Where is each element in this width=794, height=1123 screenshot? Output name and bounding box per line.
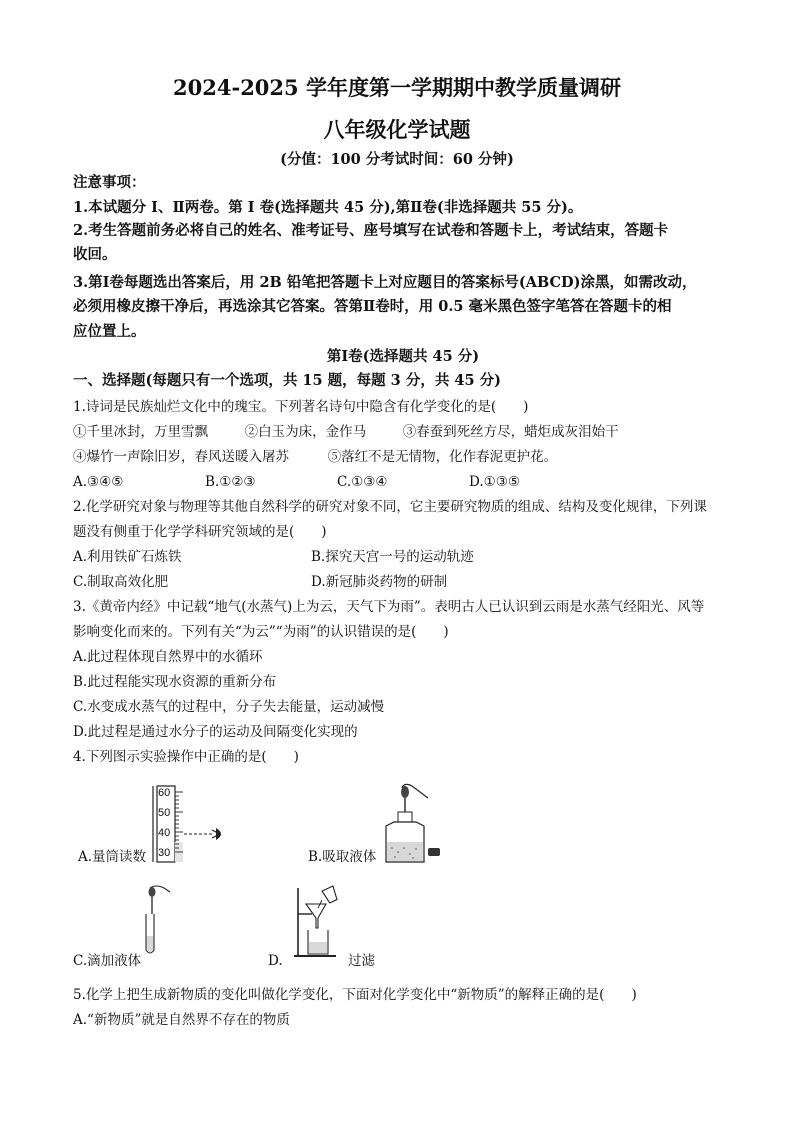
q4-stem: 4.下列图示实验操作中正确的是( ) — [73, 749, 299, 765]
test-tube-figure — [138, 884, 178, 956]
q3-option-a[interactable]: A.此过程体现自然界中的水循环 — [73, 649, 263, 665]
q5-stem: 5.化学上把生成新物质的变化叫做化学变化，下面对化学变化中“新物质”的解释正确的是( ) — [73, 987, 637, 1003]
q4-option-c-label[interactable]: C.滴加液体 — [73, 953, 142, 969]
note-2-line-1: 2.考生答题前务必将自己的姓名、准考证号、座号填写在试卷和答题卡上，考试结束，答题卡 — [73, 222, 669, 239]
q4-option-d-label[interactable]: D. — [268, 953, 283, 969]
q2-option-a[interactable]: A.利用铁矿石炼铁 — [73, 549, 182, 565]
q2-stem-line-1: 2.化学研究对象与物理等其他自然科学的研究对象不同，它主要研究物质的组成、结构及变化规律，下列课 — [73, 499, 707, 515]
note-3-line-1: 3.第Ⅰ卷每题选出答案后，用 2B 铅笔把答题卡上对应题目的答案标号(ABCD)涂黑，如需改动， — [73, 274, 697, 291]
q2-option-d[interactable]: D.新冠肺炎药物的研制 — [311, 574, 448, 590]
q3-option-b[interactable]: B.此过程能实现水资源的重新分布 — [73, 674, 277, 690]
q1-item-5: ⑤落红不是无情物，化作春泥更护花。 — [327, 449, 558, 465]
q2-options-row-1 — [73, 546, 733, 568]
q3-stem-line-2: 影响变化而来的。下列有关“为云”“为雨”的认识错误的是( ) — [73, 624, 449, 640]
q2-options-row-2 — [73, 571, 733, 593]
q1-option-d[interactable]: D.①③⑤ — [469, 474, 520, 490]
q4-option-a-label[interactable]: A.量筒读数 — [78, 849, 147, 865]
q1-items-row-1 — [73, 421, 733, 443]
q1-items-row-2 — [73, 446, 733, 468]
q1-stem: 1.诗词是民族灿烂文化中的瑰宝。下列著名诗句中隐含有化学变化的是( ) — [73, 399, 529, 415]
q2-stem-line-2: 题没有侧重于化学学科研究领域的是( ) — [73, 524, 327, 540]
cylinder-tick-60: 60 — [158, 787, 171, 799]
q4-option-d-text: 过滤 — [348, 953, 375, 969]
q3-stem-line-1: 3.《黄帝内经》中记载“地气(水蒸气)上为云，天气下为雨”。表明古人已认识到云雨是水蒸气经阳光、风等 — [73, 599, 705, 615]
q2-option-b[interactable]: B.探究天宫一号的运动轨迹 — [311, 549, 474, 565]
note-3-line-3: 应位置上。 — [73, 323, 146, 340]
cylinder-tick-40: 40 — [158, 827, 171, 839]
cylinder-tick-30: 30 — [158, 847, 171, 859]
cylinder-tick-50: 50 — [158, 807, 171, 819]
q2-option-c[interactable]: C.制取高效化肥 — [73, 574, 169, 590]
note-3-line-2: 必须用橡皮擦干净后，再选涂其它答案。答第Ⅱ卷时，用 0.5 毫米黑色签字笔答在答题卡的相 — [73, 298, 672, 315]
q5-option-a[interactable]: A.“新物质”就是自然界不存在的物质 — [73, 1012, 290, 1028]
q4-option-b-label[interactable]: B.吸取液体 — [308, 849, 377, 865]
q1-option-c[interactable]: C.①③④ — [337, 474, 388, 490]
q1-item-2: ②白玉为床，金作马 — [244, 424, 367, 440]
q1-item-4: ④爆竹一声除旧岁，春风送暖入屠苏 — [73, 449, 289, 465]
exam-title: 2024-2025 学年度第一学期期中教学质量调研 — [173, 75, 621, 100]
note-1: 1.本试题分 I、Ⅱ两卷。第 I 卷(选择题共 45 分),第Ⅱ卷(非选择题共 55 分)。 — [73, 199, 583, 216]
q1-item-1: ①千里冰封，万里雪飘 — [73, 424, 208, 440]
note-2-line-2: 收回。 — [73, 246, 117, 263]
q3-option-c[interactable]: C.水变成水蒸气的过程中，分子失去能量，运动减慢 — [73, 699, 385, 715]
section-heading: 一、选择题(每题只有一个选项，共 15 题，每题 3 分，共 45 分) — [73, 372, 501, 389]
q1-option-a[interactable]: A.③④⑤ — [73, 474, 124, 490]
exam-meta: (分值：100 分考试时间：60 分钟) — [280, 151, 514, 168]
q1-item-3: ③春蚕到死丝方尽，蜡炬成灰泪始干 — [402, 424, 619, 440]
q1-option-b[interactable]: B.①②③ — [205, 474, 256, 490]
section-title: 第Ⅰ卷(选择题共 45 分) — [326, 348, 480, 365]
q3-option-d[interactable]: D.此过程是通过水分子的运动及间隔变化实现的 — [73, 724, 358, 740]
q1-options — [73, 471, 733, 493]
exam-subtitle: 八年级化学试题 — [323, 117, 471, 142]
notes-heading: 注意事项： — [73, 174, 146, 191]
